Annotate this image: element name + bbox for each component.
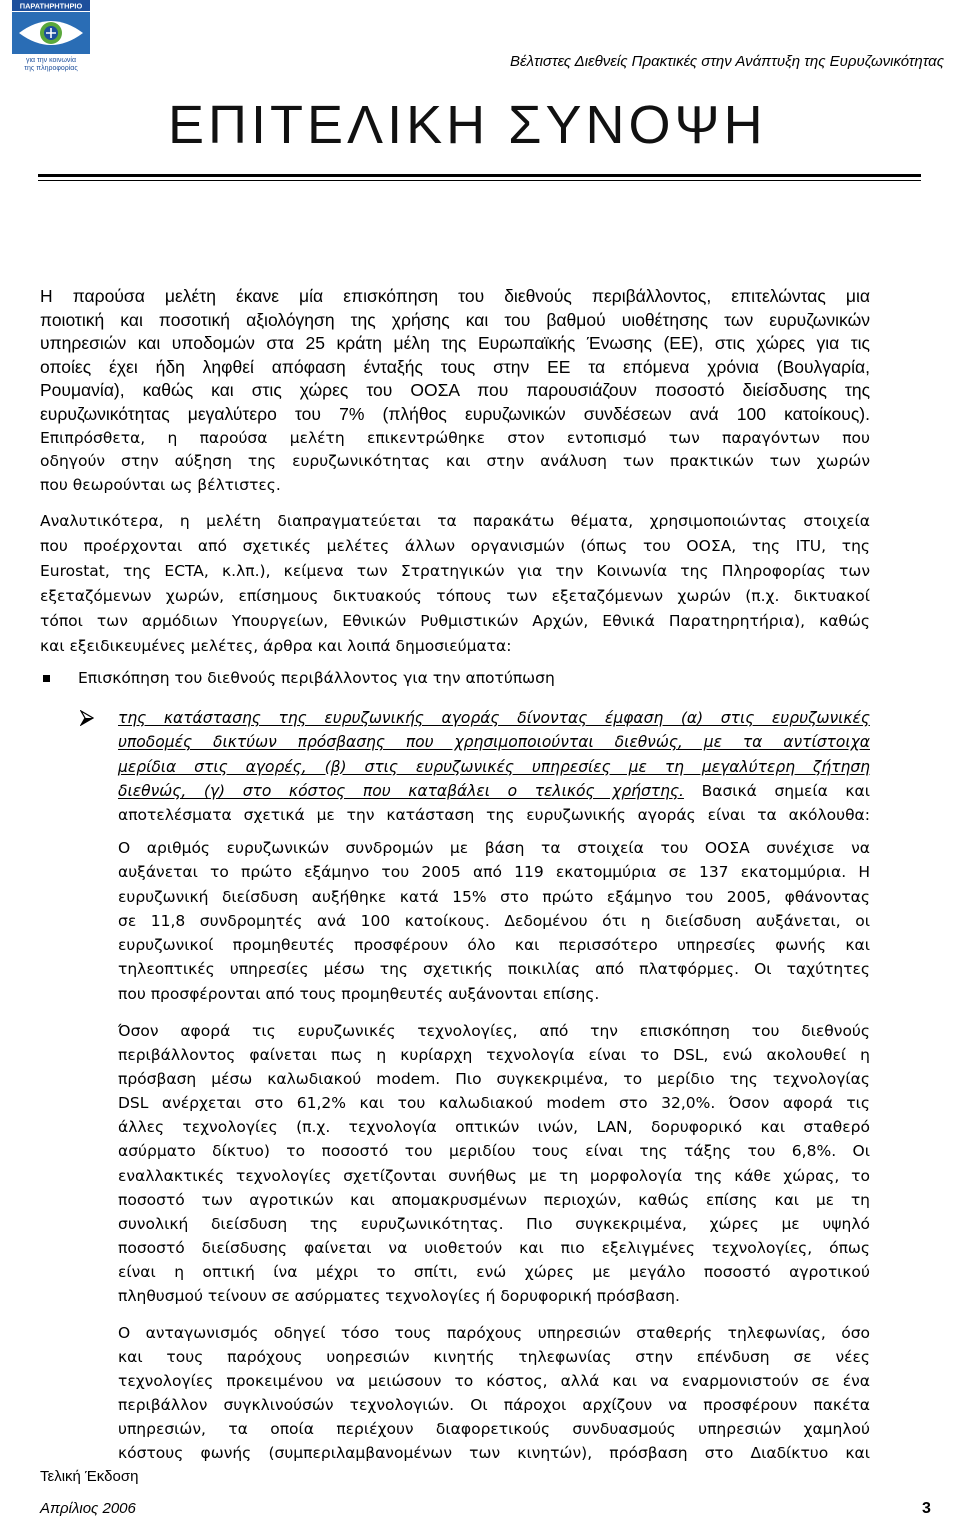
footer-edition: Τελική Έκδοση xyxy=(40,1468,139,1485)
text-line: Όσον αφορά τις ευρυζωνικές τεχνολογίες, από την επισκόπηση του διεθνούς xyxy=(118,1022,870,1040)
text-line: DSL ανέρχεται στο 61,2% και του καλωδιακού modem στο 32,0%. Όσον αφορά τις xyxy=(118,1094,870,1113)
text-line: ασύρματο δίκτυο) το ποσοστό του μεριδίου τους είναι της τάξης του 6,8%. Οι xyxy=(118,1142,870,1161)
text-line: ποιοτική και ποσοτική αξιολόγηση της χρήσης και του βαθμού υιοθέτησης των ευρυζωνικών xyxy=(40,309,870,330)
text-line: ποσοστό των αγροτικών και απομακρυσμένων περιοχών, καθώς επίσης και με τη xyxy=(118,1190,870,1209)
text-line: αποτελέσματα σχετικά με την κατάσταση της ευρυζωνικής αγοράς είναι τα ακόλουθα: xyxy=(118,806,870,824)
page-number: 3 xyxy=(922,1500,931,1517)
text-line: Ρουμανία), καθώς και στις χώρες του ΟΟΣΑ που παρουσιάζουν ποσοστό διείσδυσης της xyxy=(40,380,870,401)
text-line: ευρυζωνική διείσδυση αυξήθηκε κατά 15% στο πρώτο εξάμηνο του 2005, φθάνοντας xyxy=(118,887,870,906)
competition-paragraph xyxy=(118,1321,870,1465)
arrow-bullet-icon xyxy=(80,710,94,726)
text-line: εναλλακτικές τεχνολογίες σχετίζονται συνήθως με τη μορφολογία της κάθε χώρας, το xyxy=(118,1166,870,1185)
logo-tagline-2: της πληροφορίας xyxy=(24,65,78,72)
text-line: σε 11,8 συνδρομητές ανά 100 κατοίκους. Δεδομένου ότι η διείσδυση αυξάνεται, οι xyxy=(118,911,870,930)
text-line xyxy=(118,779,870,803)
logo-name: ΠΑΡΑΤΗΡΗΤΗΡΙΟ xyxy=(19,1,83,11)
text-line: Ο αριθμός ευρυζωνικών συνδρομών με βάση τα στοιχεία του ΟΟΣΑ συνέχισε να xyxy=(118,839,870,857)
text-line: ευρυζωνικότητας μεγαλύτερο του 7% (πλήθος ευρυζωνικών συνδέσεων ανά 100 κατοίκους). xyxy=(40,403,870,424)
text-line: που προσφέρονται από τους προμηθευτές αυξάνονται επίσης. xyxy=(118,984,600,1003)
text-line: υπηρεσιών, τα οποία περιέχουν διαφορετικούς συνδυασμούς υπηρεσιών χαμηλού xyxy=(118,1420,870,1438)
text-line: ποσοστό διείσδυσης φαίνεται να υιοθετούν και πιο εξελιγμένες τεχνολογίες, όπως xyxy=(118,1238,870,1257)
bullet-text: Επισκόπηση του διεθνούς περιβάλλοντος για την αποτύπωση xyxy=(78,669,555,687)
footer-date: Απρίλιος 2006 xyxy=(40,1500,136,1517)
text-line: και τους παρόχους υοηρεσιών κινητής τηλεφωνίας στην επένδυση σε νέες xyxy=(118,1348,870,1366)
text-line: υπηρεσιών και υποδομών στα 25 κράτη μέλη της Ευρωπαϊκής Ένωσης (ΕΕ), στις χώρες για τις xyxy=(40,333,870,354)
text-line: Ο ανταγωνισμός οδηγεί τόσο τους παρόχους υπηρεσιών σταθερής τηλεφωνίας, όσο xyxy=(118,1324,870,1342)
bullet-item xyxy=(78,666,870,690)
text-line: αυξάνεται το πρώτο εξάμηνο του 2005 από 119 εκατομμύρια σε 137 εκατομμύρια. Η xyxy=(118,863,870,882)
text-line: οποίες έχει ήδη ληφθεί απόφαση ένταξής τους στην ΕΕ τα επόμενα χρόνια (Βουλγαρία, xyxy=(40,356,870,377)
text-line: που θεωρούνται ως βέλτιστες. xyxy=(40,475,281,494)
text-line: και εξειδικευμένες μελέτες, άρθρα και λοιπά δημοσιεύματα: xyxy=(40,636,512,655)
title-rule-thick xyxy=(38,174,921,177)
subscriptions-paragraph xyxy=(118,836,870,1006)
observatory-logo xyxy=(12,0,90,72)
text-line: υποδομές δικτύων πρόσβασης που χρησιμοποιούνται διεθνώς, με τα αντίστοιχα xyxy=(118,733,870,752)
text-line: που προέρχονται από σχετικές μελέτες άλλων οργανισμών (όπως του ΟΟΣΑ, της ITU, της xyxy=(40,536,870,555)
title-rule-thin xyxy=(38,180,921,181)
text-line: Αναλυτικότερα, η μελέτη διαπραγματεύεται τα παρακάτω θέματα, χρησιμοποιώντας στοιχεία xyxy=(40,511,870,530)
text-line: Επιπρόσθετα, η παρούσα μελέτη επικεντρώθηκε στον εντοπισμό των παραγόντων που xyxy=(40,428,870,447)
text-line: πρόσβαση μέσω καλωδιακού modem. Πιο συγκεκριμένα, το μερίδιο της τεχνολογίας xyxy=(118,1070,870,1089)
text-line: τηλεοπτικές υπηρεσίες μέσω της σχετικής ποικιλίας από πλατφόρμες. Οι ταχύτητες xyxy=(118,960,870,979)
emphasis-text: διεθνώς, (γ) στο κόστος που καταβάλει ο τελικός χρήστης. xyxy=(118,781,684,800)
text-line: τεχνολογίες προκειμένου να μειώσουν το κόστος, αλλά και να εναρμονιστούν σε ένα xyxy=(118,1372,870,1390)
logo-tagline-1: για την κοινωνία xyxy=(25,57,77,64)
text-line: περιβάλλον συγκλινούσών τεχνολογιών. Οι πάροχοι αρχίζουν να προσφέρουν πακέτα xyxy=(118,1396,870,1414)
intro-paragraph xyxy=(40,285,870,497)
text-line: περιβάλλοντος φαίνεται πως η κυρίαρχη τεχνολογία είναι το DSL, ενώ ακολουθεί η xyxy=(118,1046,870,1065)
text-line: Eurostat, της ECTA, κ.λπ.), κείμενα των Στρατηγικών για την Κοινωνία της Πληροφορίας των xyxy=(40,561,870,580)
text-line: εξεταζόμενων χωρών, επίσημους δικτυακούς τόπους των εξεταζόμενων χωρών (π.χ. δικτυακοί xyxy=(40,586,870,605)
sub-item xyxy=(118,706,870,827)
text-line: της κατάστασης της ευρυζωνικής αγοράς δίνοντας έμφαση (α) στις ευρυζωνικές xyxy=(118,709,870,727)
text-line: άλλες τεχνολογίες (π.χ. τεχνολογία οπτικών ινών, LAN, δορυφορικό και σταθερό xyxy=(118,1118,870,1137)
topics-paragraph xyxy=(40,509,870,659)
text-line: οδηγούν στην αύξηση της ευρυζωνικότητας και στην ανάλυση των πρακτικών των χωρών xyxy=(40,452,870,471)
text-line: κόστους φωνής (συμπεριλαμβανομένων των κινητών), πρόσβαση στο Διαδίκτυο και xyxy=(118,1444,870,1462)
text-line: είναι η οπτική ίνα μέχρι το σπίτι, ενώ χώρες με μεγάλο ποσοστό αγροτικού xyxy=(118,1262,870,1281)
square-bullet-icon xyxy=(43,675,50,682)
text-line: ευρυζωνικοί προμηθευτές προσφέρουν όλο και περισσότερο υπηρεσίες φωνής και xyxy=(118,936,870,955)
page-title: ΕΠΙΤΕΛΙΚΗ ΣΥΝΟΨΗ xyxy=(168,95,767,155)
plain-text: Βασικά σημεία και xyxy=(701,781,870,800)
text-line: Η παρούσα μελέτη έκανε μία επισκόπηση του διεθνούς περιβάλλοντος, επιτελώντας μια xyxy=(40,286,870,306)
technologies-paragraph xyxy=(118,1019,870,1308)
text-line: τόποι των αρμόδιων Υπουργείων, Εθνικών Ρυθμιστικών Αρχών, Εθνικά Παρατηρητήρια), καθώς xyxy=(40,611,870,630)
text-line: μερίδια στις αγορές, (β) στις ευρυζωνικές υπηρεσίες με τη μεγαλύτερη ζήτηση xyxy=(118,757,870,776)
logo-graphic xyxy=(12,0,90,72)
running-header: Βέλτιστες Διεθνείς Πρακτικές στην Ανάπτυξη της Ευρυζωνικότητας xyxy=(509,53,944,70)
text-line: πληθυσμού τείνουν σε ασύρματες τεχνολογίες ή δορυφορική πρόσβαση. xyxy=(118,1287,680,1306)
text-line: συνολική διείσδυση της ευρυζωνικότητας. Πιο συγκεκριμένα, χώρες με υψηλό xyxy=(118,1214,870,1233)
